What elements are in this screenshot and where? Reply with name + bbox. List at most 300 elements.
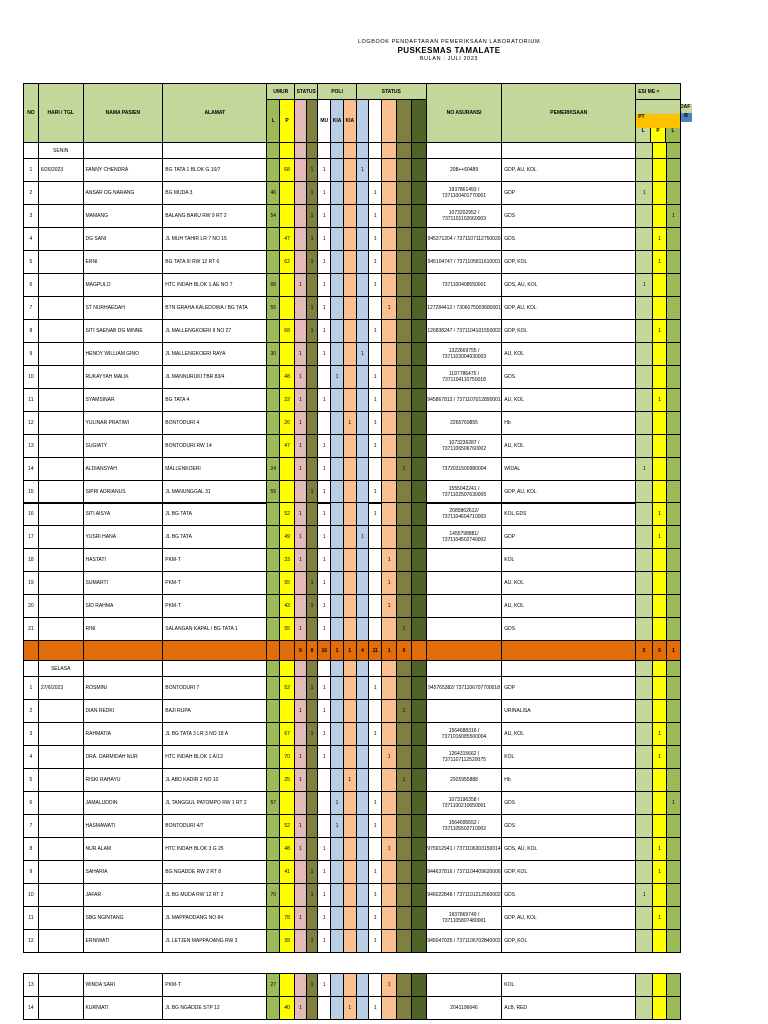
cell-no: 18	[24, 549, 39, 572]
cell-mu	[318, 997, 331, 1020]
table-row	[24, 159, 681, 182]
cell-x1	[356, 815, 369, 838]
totals-cell	[426, 641, 501, 661]
cell-k1	[331, 861, 344, 884]
cell-p: 62	[280, 251, 295, 274]
totals-cell: 9	[295, 641, 307, 661]
cell-x3	[382, 343, 397, 366]
cell-e1	[636, 769, 653, 792]
cell-no: 16	[24, 503, 39, 526]
cell-x1	[356, 205, 369, 228]
table-cell	[356, 143, 369, 159]
cell-x4	[397, 366, 412, 389]
cell-asur	[426, 549, 501, 572]
cell-alamat: BG TATA 4	[163, 389, 267, 412]
cell-x2	[369, 700, 382, 723]
cell-e2: 1	[653, 907, 667, 930]
cell-e2: 1	[653, 320, 667, 343]
cell-mu: 1	[318, 884, 331, 907]
cell-x3	[382, 884, 397, 907]
cell-mu: 1	[318, 700, 331, 723]
totals-cell: 16	[318, 641, 331, 661]
cell-e2: 1	[653, 389, 667, 412]
cell-e1	[636, 366, 653, 389]
cell-periksa: Hb	[502, 412, 636, 435]
cell-e3	[667, 412, 681, 435]
cell-x4	[397, 435, 412, 458]
cell-mu	[318, 815, 331, 838]
logbook-table-3	[23, 973, 681, 1020]
cell-l: 27	[267, 974, 280, 997]
cell-alamat: BG NGADDE RW 2 RT 8	[163, 861, 267, 884]
cell-periksa: GDP, AU, KOL	[502, 481, 636, 504]
cell-mu: 1	[318, 838, 331, 861]
cell-tgl	[38, 458, 83, 481]
cell-mu: 1	[318, 618, 331, 641]
cell-s2	[306, 907, 318, 930]
cell-s2	[306, 526, 318, 549]
cell-e1	[636, 815, 653, 838]
cell-tgl	[38, 974, 83, 997]
cell-l	[267, 526, 280, 549]
cell-s1: 1	[295, 907, 307, 930]
cell-l	[267, 503, 280, 526]
cell-mu: 1	[318, 503, 331, 526]
totals-cell: 8	[306, 641, 318, 661]
cell-l	[267, 815, 280, 838]
table-row	[24, 884, 681, 907]
cell-asur: 1564695652 / 7371105502710002	[426, 815, 501, 838]
cell-s2	[306, 838, 318, 861]
cell-nama: RUKAYYAH MALIK	[83, 366, 163, 389]
cell-x3	[382, 861, 397, 884]
table-cell	[280, 661, 295, 677]
cell-x1	[356, 861, 369, 884]
cell-e3	[667, 389, 681, 412]
cell-e2	[653, 792, 667, 815]
cell-x3	[382, 700, 397, 723]
totals-cell: 11	[369, 641, 382, 661]
cell-p: 48	[280, 838, 295, 861]
table-row	[24, 526, 681, 549]
cell-s2: 1	[306, 930, 318, 953]
cell-asur: 945104747 / 7371105811610001	[426, 251, 501, 274]
cell-x2: 1	[369, 861, 382, 884]
cell-s1	[295, 723, 307, 746]
cell-x3: 1	[382, 746, 397, 769]
cell-x4b	[411, 389, 426, 412]
cell-e1	[636, 159, 653, 182]
table-row	[24, 677, 681, 700]
cell-x4	[397, 723, 412, 746]
cell-s1: 1	[295, 343, 307, 366]
cell-x1	[356, 182, 369, 205]
cell-e3	[667, 974, 681, 997]
cell-x3	[382, 792, 397, 815]
cell-k1	[331, 297, 344, 320]
cell-e1	[636, 746, 653, 769]
cell-periksa: AU, KOL	[502, 572, 636, 595]
cell-no: 3	[24, 205, 39, 228]
totals-cell: 1	[382, 641, 397, 661]
cell-e2	[653, 884, 667, 907]
cell-tgl	[38, 435, 83, 458]
table-cell	[382, 143, 397, 159]
table-row	[24, 792, 681, 815]
cell-x4	[397, 677, 412, 700]
cell-p: 47	[280, 228, 295, 251]
cell-k1	[331, 907, 344, 930]
cell-nama: NUR ALAM	[83, 838, 163, 861]
cell-x3	[382, 526, 397, 549]
cell-x1	[356, 769, 369, 792]
cell-x4b	[411, 884, 426, 907]
cell-l: 46	[267, 182, 280, 205]
cell-s1	[295, 251, 307, 274]
cell-alamat: BG TATA 1 BLOK G.10/7	[163, 159, 267, 182]
document-header	[0, 38, 768, 63]
cell-e2	[653, 930, 667, 953]
table-row	[24, 723, 681, 746]
cell-alamat: PKM-T	[163, 549, 267, 572]
cell-mu: 1	[318, 228, 331, 251]
cell-asur: 1555042241 / 7371102507630005	[426, 481, 501, 504]
cell-x3: 1	[382, 297, 397, 320]
cell-s2	[306, 769, 318, 792]
cell-tgl	[38, 503, 83, 526]
cell-asur	[426, 618, 501, 641]
cell-x4b	[411, 549, 426, 572]
cell-e3	[667, 930, 681, 953]
cell-asur: 208++60489	[426, 159, 501, 182]
cell-l	[267, 930, 280, 953]
cell-k2	[343, 503, 356, 526]
cell-e3	[667, 320, 681, 343]
cell-x3	[382, 458, 397, 481]
cell-e3	[667, 618, 681, 641]
cell-x4b	[411, 412, 426, 435]
cell-e3	[667, 769, 681, 792]
cell-asur: 1073236287 / 7371106506760002	[426, 435, 501, 458]
cell-alamat: BG MUDA 3	[163, 182, 267, 205]
cell-k2	[343, 343, 356, 366]
table-row	[24, 412, 681, 435]
cell-s1: 1	[295, 435, 307, 458]
cell-s1	[295, 205, 307, 228]
cell-s2: 1	[306, 572, 318, 595]
cell-k2	[343, 930, 356, 953]
cell-k2	[343, 746, 356, 769]
cell-k1	[331, 412, 344, 435]
cell-e2	[653, 700, 667, 723]
cell-e1	[636, 481, 653, 504]
cell-e2	[653, 366, 667, 389]
cell-alamat: MALLENKOERI	[163, 458, 267, 481]
cell-x4	[397, 159, 412, 182]
table-cell	[331, 143, 344, 159]
cell-periksa: GDP, AU, KOL	[502, 159, 636, 182]
cell-l	[267, 389, 280, 412]
header-esi-sub	[636, 100, 681, 143]
cell-alamat: JL BG NGADDE STP 12	[163, 997, 267, 1020]
cell-x4	[397, 572, 412, 595]
cell-x3	[382, 907, 397, 930]
cell-x4	[397, 838, 412, 861]
cell-x3	[382, 930, 397, 953]
cell-no: 11	[24, 907, 39, 930]
cell-x4	[397, 861, 412, 884]
cell-x2: 1	[369, 907, 382, 930]
cell-periksa: GDP	[502, 182, 636, 205]
cell-x2: 1	[369, 997, 382, 1020]
cell-alamat: SALANGAN KAPAL / BG TATA 1	[163, 618, 267, 641]
cell-periksa: GDP, KOL	[502, 930, 636, 953]
cell-k1	[331, 595, 344, 618]
cell-l	[267, 228, 280, 251]
cell-x1	[356, 412, 369, 435]
cell-k1	[331, 251, 344, 274]
cell-periksa: KOL,GDS	[502, 503, 636, 526]
cell-e3	[667, 526, 681, 549]
cell-periksa: GDS	[502, 205, 636, 228]
cell-k1	[331, 526, 344, 549]
cell-x1	[356, 251, 369, 274]
cell-k1	[331, 343, 344, 366]
cell-x3	[382, 481, 397, 504]
header-poli-mu: MU	[318, 100, 331, 143]
cell-p: 25	[280, 769, 295, 792]
cell-p	[280, 297, 295, 320]
cell-p: 52	[280, 815, 295, 838]
cell-x2: 1	[369, 792, 382, 815]
cell-x2	[369, 974, 382, 997]
cell-x1	[356, 838, 369, 861]
cell-mu: 1	[318, 458, 331, 481]
cell-s1	[295, 228, 307, 251]
cell-p: 32	[280, 389, 295, 412]
cell-no: 8	[24, 320, 39, 343]
cell-x4: 1	[397, 458, 412, 481]
cell-tgl	[38, 572, 83, 595]
cell-x4b	[411, 618, 426, 641]
table-cell	[397, 143, 412, 159]
cell-k2	[343, 205, 356, 228]
cell-x4: 1	[397, 618, 412, 641]
totals-cell	[38, 641, 83, 661]
cell-x2: 1	[369, 723, 382, 746]
cell-nama: ERNIWATI	[83, 930, 163, 953]
cell-periksa: AU, KOL	[502, 389, 636, 412]
totals-cell: 4	[356, 641, 369, 661]
cell-x3	[382, 997, 397, 1020]
cell-x4b	[411, 997, 426, 1020]
cell-s2	[306, 618, 318, 641]
cell-tgl	[38, 700, 83, 723]
cell-tgl	[38, 228, 83, 251]
cell-periksa: ALB, RED	[502, 997, 636, 1020]
cell-nama: DG SANI	[83, 228, 163, 251]
cell-alamat: PKM-T	[163, 974, 267, 997]
cell-l: 24	[267, 458, 280, 481]
cell-alamat: BG TATA III RW 12 RT 6	[163, 251, 267, 274]
cell-x4b	[411, 435, 426, 458]
cell-s2: 1	[306, 723, 318, 746]
cell-x1	[356, 572, 369, 595]
cell-s1: 1	[295, 997, 307, 1020]
cell-nama: SITI SAENAB DG MINNE	[83, 320, 163, 343]
cell-x1	[356, 297, 369, 320]
cell-e3	[667, 549, 681, 572]
cell-x1	[356, 792, 369, 815]
cell-no: 1	[24, 159, 39, 182]
cell-s1: 1	[295, 700, 307, 723]
table-cell	[163, 143, 267, 159]
table-row	[24, 366, 681, 389]
cell-x4b	[411, 159, 426, 182]
cell-l	[267, 572, 280, 595]
cell-periksa: Hb	[502, 769, 636, 792]
cell-x3	[382, 618, 397, 641]
cell-k1	[331, 838, 344, 861]
cell-x1	[356, 930, 369, 953]
cell-k1	[331, 884, 344, 907]
table-cell	[369, 143, 382, 159]
day-row	[24, 661, 681, 677]
cell-no: 9	[24, 343, 39, 366]
cell-e2	[653, 481, 667, 504]
cell-no: 4	[24, 746, 39, 769]
cell-periksa: AU, KOL	[502, 435, 636, 458]
table-cell	[411, 143, 426, 159]
table-row	[24, 251, 681, 274]
cell-alamat: HTC INDAH BLOK 1 A/13	[163, 746, 267, 769]
cell-s2	[306, 815, 318, 838]
cell-x4b	[411, 343, 426, 366]
cell-x4	[397, 526, 412, 549]
cell-k2	[343, 251, 356, 274]
table-row	[24, 746, 681, 769]
cell-l	[267, 997, 280, 1020]
cell-nama: SAHARIA	[83, 861, 163, 884]
cell-l	[267, 907, 280, 930]
cell-x2: 1	[369, 930, 382, 953]
cell-nama: SIPRI ADRIANUS	[83, 481, 163, 504]
cell-x4b	[411, 251, 426, 274]
table-cell	[331, 661, 344, 677]
cell-k1: 1	[331, 792, 344, 815]
table-row	[24, 228, 681, 251]
header-no: NO	[24, 84, 39, 143]
header-status2-c	[382, 100, 397, 143]
totals-cell: 1	[331, 641, 344, 661]
cell-nama: DRA. DARMIDAH NUR	[83, 746, 163, 769]
table-row	[24, 389, 681, 412]
cell-k1: 1	[331, 366, 344, 389]
cell-k2	[343, 815, 356, 838]
cell-no: 9	[24, 861, 39, 884]
cell-x3	[382, 677, 397, 700]
cell-e3	[667, 458, 681, 481]
cell-e1: 1	[636, 458, 653, 481]
cell-no: 13	[24, 974, 39, 997]
cell-e2: 1	[653, 228, 667, 251]
cell-s2: 1	[306, 677, 318, 700]
cell-x4b	[411, 297, 426, 320]
cell-no: 5	[24, 769, 39, 792]
cell-e3	[667, 884, 681, 907]
cell-no: 17	[24, 526, 39, 549]
b-label: B	[680, 113, 692, 122]
cell-x4	[397, 389, 412, 412]
cell-nama: SYAMSINAR	[83, 389, 163, 412]
cell-asur: 944637816 / 7371104409620006	[426, 861, 501, 884]
cell-mu: 1	[318, 435, 331, 458]
cell-alamat: PKM-T	[163, 572, 267, 595]
cell-no: 12	[24, 412, 39, 435]
cell-asur: 975912941 / 7371106303150014	[426, 838, 501, 861]
cell-tgl	[38, 618, 83, 641]
cell-k1	[331, 228, 344, 251]
cell-e2	[653, 815, 667, 838]
cell-x4b	[411, 366, 426, 389]
cell-nama: RISKI RAHAYU	[83, 769, 163, 792]
cell-l	[267, 435, 280, 458]
cell-s2: 1	[306, 297, 318, 320]
cell-s2: 1	[306, 182, 318, 205]
cell-p	[280, 182, 295, 205]
cell-tgl	[38, 838, 83, 861]
cell-p: 52	[280, 503, 295, 526]
table-row	[24, 549, 681, 572]
cell-k1	[331, 503, 344, 526]
cell-no: 6	[24, 274, 39, 297]
cell-k2	[343, 595, 356, 618]
totals-cell	[163, 641, 267, 661]
cell-nama: MAMANG	[83, 205, 163, 228]
cell-x4b	[411, 526, 426, 549]
cell-asur: 1455798881/ 7371104502740002	[426, 526, 501, 549]
cell-tgl: 6/26/2023	[38, 159, 83, 182]
header-status2-d	[397, 100, 412, 143]
cell-s1: 1	[295, 746, 307, 769]
cell-no: 15	[24, 481, 39, 504]
cell-x4	[397, 320, 412, 343]
cell-x1: 1	[356, 159, 369, 182]
cell-e2	[653, 997, 667, 1020]
table-cell	[306, 143, 318, 159]
cell-x2	[369, 618, 382, 641]
cell-alamat: BAJI RUPA	[163, 700, 267, 723]
cell-mu	[318, 792, 331, 815]
cell-k2	[343, 700, 356, 723]
table-row	[24, 907, 681, 930]
cell-l	[267, 366, 280, 389]
cell-x1	[356, 435, 369, 458]
cell-s2	[306, 700, 318, 723]
cell-x3	[382, 723, 397, 746]
totals-cell	[502, 641, 636, 661]
cell-asur: 2925955888	[426, 769, 501, 792]
table-cell	[502, 143, 636, 159]
cell-p: 26	[280, 412, 295, 435]
cell-e2: 1	[653, 838, 667, 861]
cell-x1	[356, 389, 369, 412]
cell-mu: 1	[318, 907, 331, 930]
table-row	[24, 435, 681, 458]
cell-l: 70	[267, 884, 280, 907]
cell-asur: 1322669755 / 7371103004930003	[426, 343, 501, 366]
cell-s1: 1	[295, 838, 307, 861]
